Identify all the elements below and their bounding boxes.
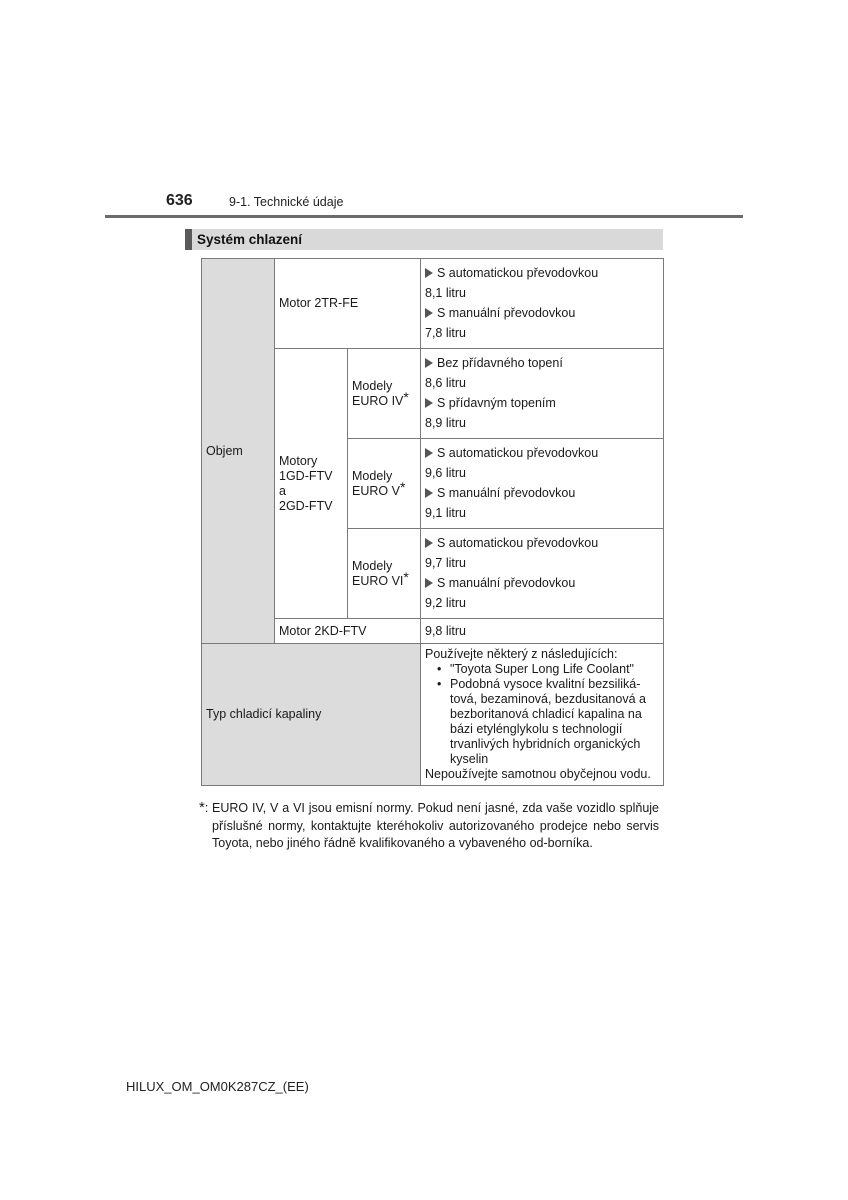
- volume-label-cell: [202, 259, 275, 644]
- option-line: S manuální převodovkou: [425, 576, 659, 591]
- engine-2kd-label: Motor 2KD-FTV: [279, 623, 367, 638]
- euro6-label-2: EURO VI: [352, 573, 404, 588]
- list-item: • "Toyota Super Long Life Coolant": [437, 662, 634, 676]
- engines-gd-label-2: 1GD-FTV: [279, 468, 333, 483]
- engines-gd-label-3: a: [279, 483, 286, 498]
- capacity-value: 7,8 litru: [425, 326, 466, 340]
- option-line: S automatickou převodovkou: [425, 536, 659, 551]
- coolant-label-cell: [202, 644, 421, 786]
- volume-label: Objem: [206, 443, 243, 458]
- option-line: Bez přídavného topení: [425, 356, 659, 371]
- section-label: 9-1. Technické údaje: [229, 195, 344, 209]
- capacity-value: 9,2 litru: [425, 596, 466, 610]
- coolant-note: Nepoužívejte samotnou obyčejnou vodu.: [425, 767, 651, 781]
- header-rule: [105, 215, 743, 218]
- bullet-dot: •: [437, 677, 442, 691]
- capacity-value: 9,8 litru: [425, 623, 466, 638]
- triangle-right-icon: [425, 358, 433, 368]
- coolant-values: [421, 644, 664, 786]
- document-code: HILUX_OM_OM0K287CZ_(EE): [126, 1079, 309, 1094]
- asterisk-mark: *: [403, 388, 409, 405]
- cooling-spec-table: [201, 258, 664, 786]
- engine-2tr-cell: [275, 259, 421, 349]
- capacity-value: 8,6 litru: [425, 376, 466, 390]
- engine-2tr-values: [421, 259, 664, 349]
- triangle-right-icon: [425, 578, 433, 588]
- euro5-values: [421, 439, 664, 529]
- triangle-right-icon: [425, 448, 433, 458]
- engines-gd-label-1: Motory: [279, 453, 318, 468]
- capacity-value: 9,6 litru: [425, 466, 466, 480]
- engine-2kd-cell: [275, 619, 421, 644]
- triangle-right-icon: [425, 488, 433, 498]
- euro5-cell: [348, 439, 421, 529]
- page-number: 636: [166, 192, 193, 209]
- option-line: S přídavným topením: [425, 396, 659, 411]
- euro6-values: [421, 529, 664, 619]
- capacity-value: 8,9 litru: [425, 416, 466, 430]
- euro6-cell: [348, 529, 421, 619]
- capacity-value: 9,7 litru: [425, 556, 466, 570]
- triangle-right-icon: [425, 538, 433, 548]
- footnote: [199, 800, 659, 853]
- coolant-intro: Používejte některý z následujících:: [425, 647, 618, 661]
- engine-2tr-label: Motor 2TR-FE: [279, 296, 359, 310]
- option-line: S manuální převodovkou: [425, 486, 659, 501]
- euro4-label-1: Modely: [352, 378, 393, 393]
- footnote-asterisk: *:: [199, 799, 209, 816]
- triangle-right-icon: [425, 308, 433, 318]
- triangle-right-icon: [425, 268, 433, 278]
- euro4-values: [421, 349, 664, 439]
- euro5-label-2: EURO V: [352, 483, 400, 498]
- engines-gd-cell: [275, 349, 348, 619]
- triangle-right-icon: [425, 398, 433, 408]
- euro4-cell: [348, 349, 421, 439]
- coolant-label: Typ chladicí kapaliny: [206, 707, 322, 721]
- option-line: S automatickou převodovkou: [425, 266, 659, 281]
- footnote-text: EURO IV, V a VI jsou emisní normy. Pokud není jasné, zda vaše vozidlo splňuje příslušné normy, kontaktujte kteréhokoliv autorizovaného prodejce nebo servis Toyota, nebo jiného řádně kvalifikovaného a vybaveného od-borníka.: [212, 801, 659, 850]
- engines-gd-label-4: 2GD-FTV: [279, 498, 333, 513]
- section-title-bar: [185, 229, 663, 250]
- section-title: Systém chlazení: [197, 232, 303, 247]
- euro5-label-1: Modely: [352, 468, 393, 483]
- bullet-dot: •: [437, 662, 442, 676]
- list-item: • Podobná vysoce kvalitní bezsiliká-tová, bezaminová, bezdusitanová a bezboritanová chladicí kapalina na bázi etylénglykolu s technologií trvanlivých hybridních organických kyselin: [437, 677, 646, 766]
- title-accent: [185, 229, 192, 250]
- asterisk-mark: *: [403, 568, 409, 585]
- capacity-value: 8,1 litru: [425, 286, 466, 300]
- asterisk-mark: *: [399, 478, 406, 495]
- option-line: S automatickou převodovkou: [425, 446, 659, 461]
- option-line: S manuální převodovkou: [425, 306, 659, 321]
- capacity-value: 9,1 litru: [425, 506, 466, 520]
- table-row: [202, 644, 664, 786]
- table-row: [202, 259, 664, 349]
- engine-2kd-value: [421, 619, 664, 644]
- euro6-label-1: Modely: [352, 558, 393, 573]
- euro4-label-2: EURO IV: [352, 393, 404, 408]
